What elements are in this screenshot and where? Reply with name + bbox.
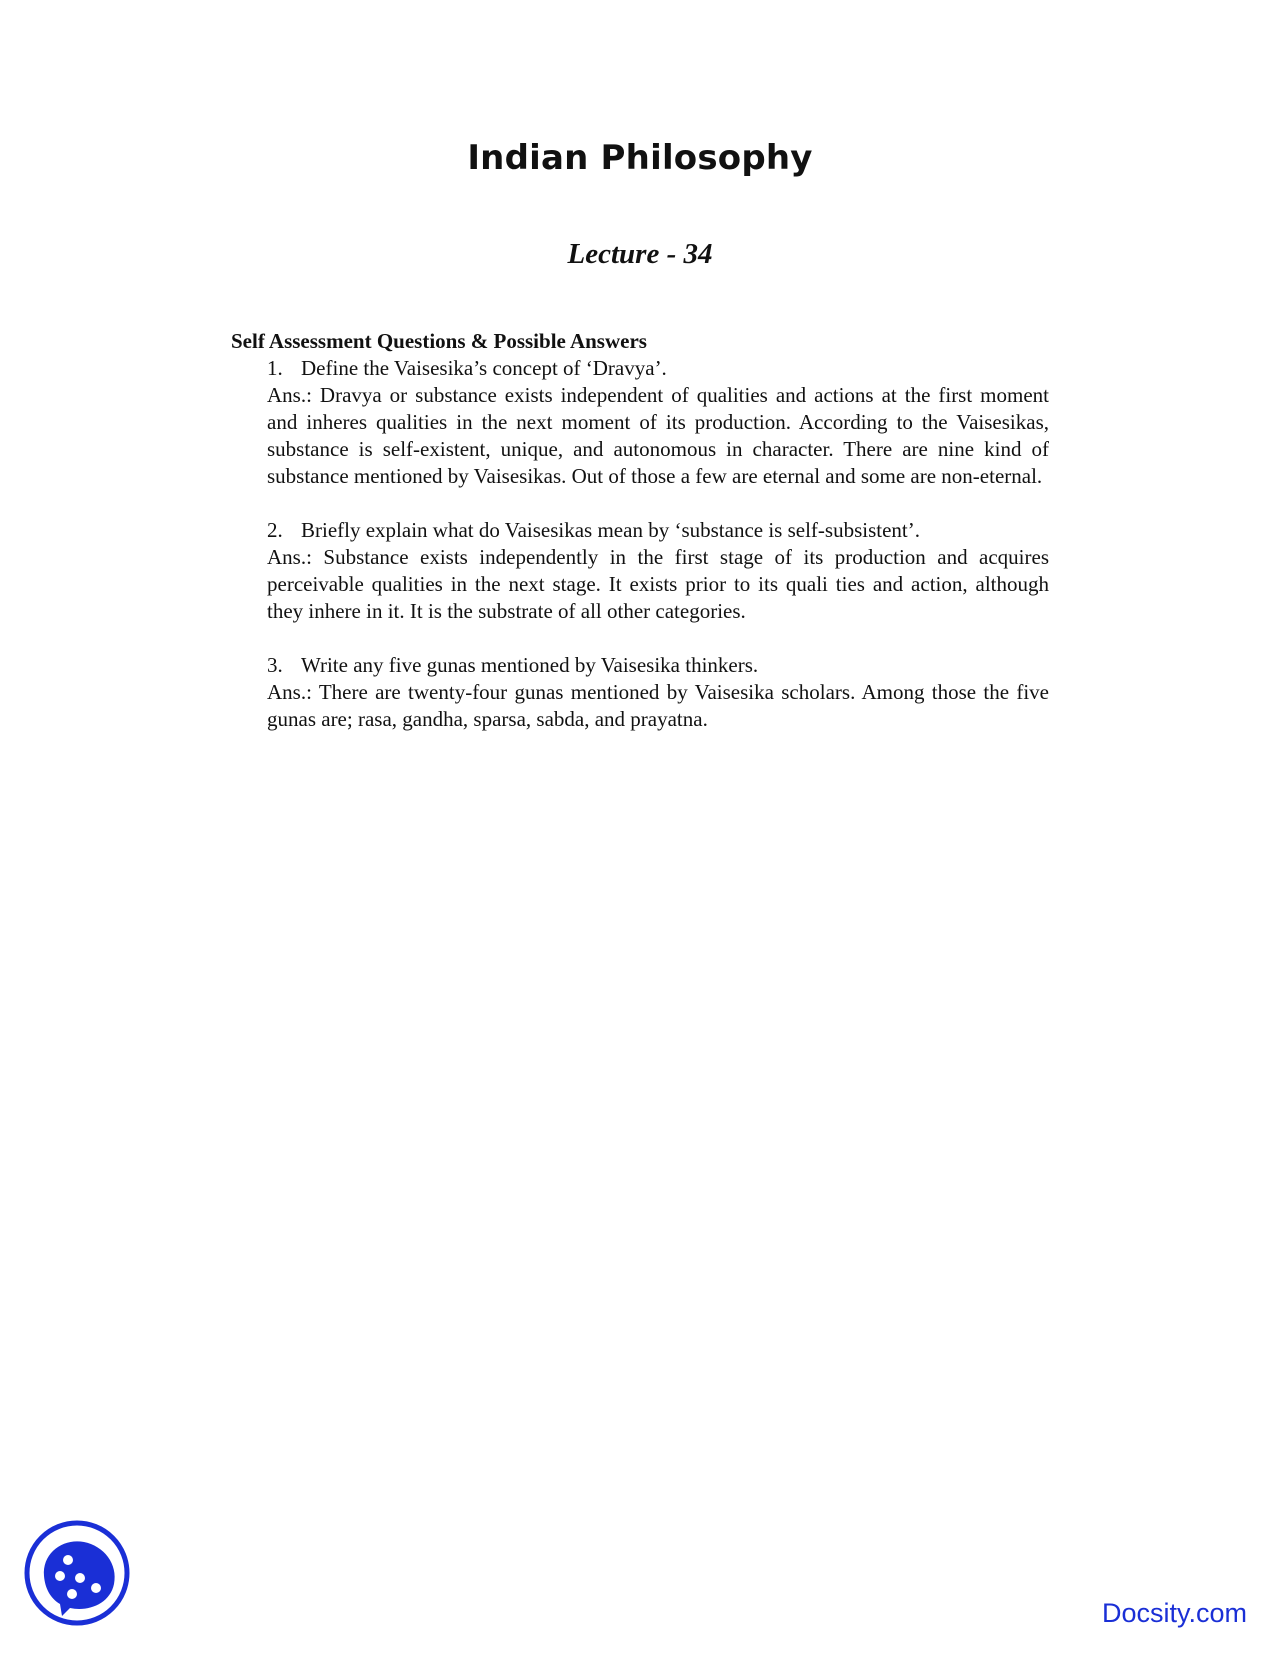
question-2 [267,517,1049,544]
docsity-logo-svg [22,1518,132,1628]
logo-dot [75,1573,85,1583]
logo-dot [63,1555,73,1565]
docsity-logo-icon[interactable] [22,1518,132,1628]
document-title: Indian Philosophy [467,138,813,178]
question-3 [267,652,1049,679]
qa-item-1 [267,355,1049,490]
lecture-subtitle: Lecture - 34 [567,238,713,270]
answer-1: Ans.: Dravya or substance exists independent of qualities and actions at the first moment and inheres qualities in the next moment of its production. According to the Vaisesikas, substance is self-existent, unique, and autonomous in character. There are nine kind of substance mentioned by Vaisesikas. Out of those a few are eternal and some are non-eternal. [267,383,1049,488]
qa-item-2 [267,517,1049,625]
question-text-3: Write any five gunas mentioned by Vaisesika thinkers. [301,653,759,677]
docsity-brand-link[interactable]: Docsity.com [1102,1598,1248,1628]
document-body [231,328,1049,760]
section-heading: Self Assessment Questions & Possible Answers [231,329,647,353]
question-text-1: Define the Vaisesika’s concept of ‘Dravya’. [301,356,667,380]
question-number-2: 2. [267,518,283,542]
question-number-1: 1. [267,356,283,380]
answer-3: Ans.: There are twenty-four gunas mentioned by Vaisesika scholars. Among those the five gunas are; rasa, gandha, sparsa, sabda, and prayatna. [267,680,1049,731]
logo-dot [55,1571,65,1581]
question-1 [267,355,1049,382]
logo-dot [67,1589,77,1599]
question-number-3: 3. [267,653,283,677]
logo-dot [91,1583,101,1593]
question-text-2: Briefly explain what do Vaisesikas mean by ‘substance is self-subsistent’. [301,518,920,542]
answer-2: Ans.: Substance exists independently in the first stage of its production and acquires perceivable qualities in the next stage. It exists prior to its quali ties and action, although they inhere in it. It is the substrate of all other categories. [267,545,1049,623]
qa-item-3 [267,652,1049,733]
